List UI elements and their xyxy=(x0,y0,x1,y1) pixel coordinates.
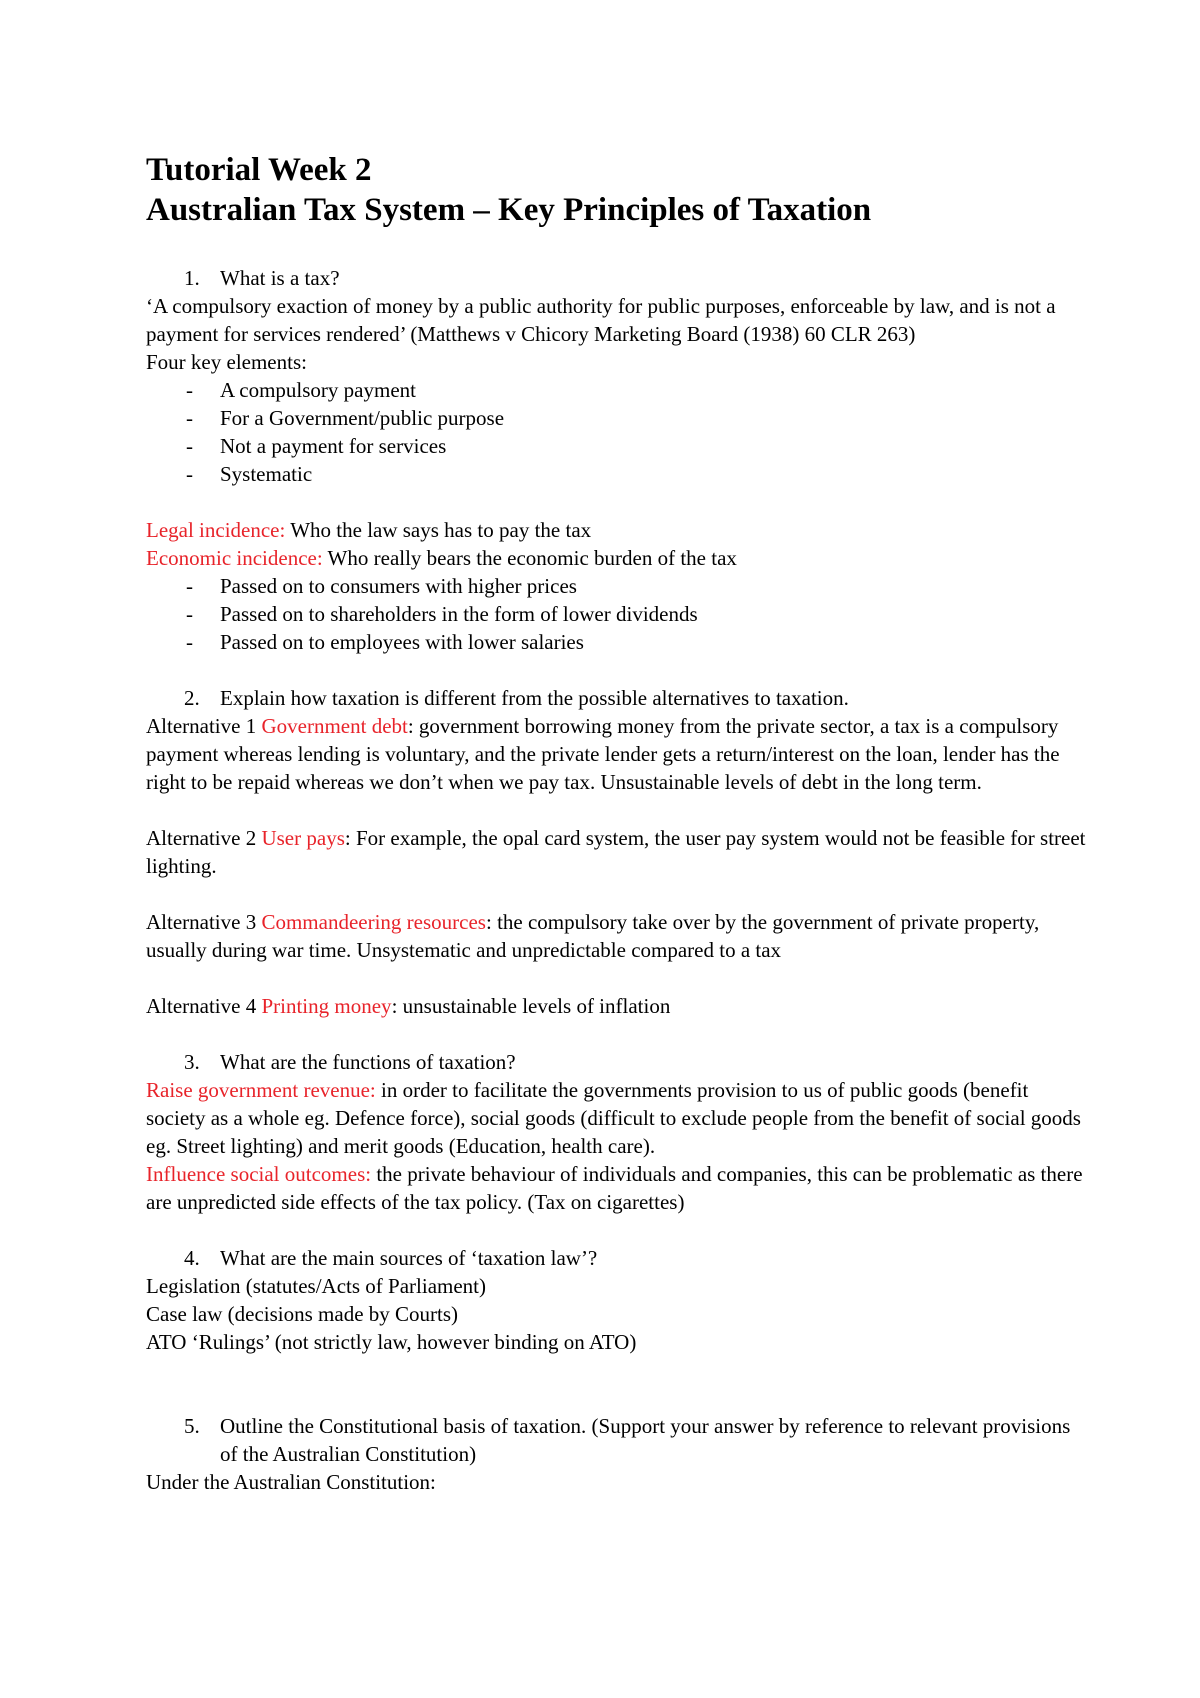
list-item-text: Passed on to employees with lower salaries xyxy=(220,630,584,654)
alternative-prefix: Alternative 2 xyxy=(146,826,262,850)
function-text: the private behaviour of individuals and companies, this can be problematic as there are unpredicted side effects of the tax policy. (Tax on cigarettes) xyxy=(146,1162,1083,1214)
alternative-1 xyxy=(146,712,1086,796)
list-item xyxy=(146,572,1086,600)
alternative-text: : For example, the opal card system, the user pay system would not be feasible for street lighting. xyxy=(146,826,1086,878)
list-item-text: Passed on to consumers with higher prices xyxy=(220,574,577,598)
list-item xyxy=(146,600,1086,628)
dash-bullet: - xyxy=(186,406,193,430)
question-3 xyxy=(146,1048,1086,1076)
list-item xyxy=(146,404,1086,432)
dash-bullet: - xyxy=(186,462,193,486)
function-term: Raise government revenue: xyxy=(146,1078,376,1102)
question-5 xyxy=(146,1412,1086,1468)
alternative-term: Commandeering resources xyxy=(261,910,486,934)
dash-bullet: - xyxy=(186,434,193,458)
question-number: 5. xyxy=(184,1414,200,1438)
list-item-text: Systematic xyxy=(220,462,313,486)
key-elements-list xyxy=(146,376,1086,488)
question-number: 3. xyxy=(184,1050,200,1074)
list-item xyxy=(146,460,1086,488)
alternative-prefix: Alternative 3 xyxy=(146,910,262,934)
legal-incidence-text: Who the law says has to pay the tax xyxy=(285,518,592,542)
legal-incidence-term: Legal incidence: xyxy=(146,518,286,542)
economic-incidence-text: Who really bears the economic burden of the tax xyxy=(322,546,737,570)
list-item xyxy=(146,432,1086,460)
alternative-term: Government debt xyxy=(261,714,408,738)
function-revenue xyxy=(146,1076,1086,1160)
alternative-text: : government borrowing money from the private sector, a tax is a compulsory payment whereas lending is voluntary, and the private lender gets a return/interest on the loan, lender has the right to be repaid whereas we don’t when we pay tax. Unsustainable levels of debt in the long term. xyxy=(146,714,1060,794)
function-term: Influence social outcomes: xyxy=(146,1162,372,1186)
alternative-term: User pays xyxy=(261,826,345,850)
source-line: ATO ‘Rulings’ (not strictly law, however binding on ATO) xyxy=(146,1330,637,1354)
function-social xyxy=(146,1160,1086,1216)
dash-bullet: - xyxy=(186,574,193,598)
question-text: What are the main sources of ‘taxation law’? xyxy=(220,1246,598,1270)
question-number: 2. xyxy=(184,686,200,710)
alternative-3 xyxy=(146,908,1086,964)
elements-heading: Four key elements: xyxy=(146,350,307,374)
question-number: 1. xyxy=(184,266,200,290)
list-item-text: A compulsory payment xyxy=(220,378,416,402)
alternative-2 xyxy=(146,824,1086,880)
alternative-text: : the compulsory take over by the government of private property, usually during war time. Unsystematic and unpredictable compared to a tax xyxy=(146,910,1040,962)
function-text: in order to facilitate the governments provision to us of public goods (benefit society as a whole eg. Defence force), social goods (difficult to exclude people from the benefit of social goods eg. Street lighting) and merit goods (Education, health care). xyxy=(146,1078,1081,1158)
list-item xyxy=(146,376,1086,404)
question-1 xyxy=(146,264,1086,292)
legal-incidence xyxy=(146,516,1086,544)
source-line: Legislation (statutes/Acts of Parliament) xyxy=(146,1274,486,1298)
document-title xyxy=(146,150,1086,230)
question-number: 4. xyxy=(184,1246,200,1270)
question-text: What are the functions of taxation? xyxy=(220,1050,516,1074)
title-line-1: Tutorial Week 2 xyxy=(146,152,372,188)
answer-start: Under the Australian Constitution: xyxy=(146,1470,436,1494)
list-item-text: For a Government/public purpose xyxy=(220,406,505,430)
question-2 xyxy=(146,684,1086,712)
alternative-text: : unsustainable levels of inflation xyxy=(391,994,671,1018)
alternative-term: Printing money xyxy=(261,994,392,1018)
list-item-text: Passed on to shareholders in the form of lower dividends xyxy=(220,602,698,626)
economic-incidence xyxy=(146,544,1086,572)
list-item xyxy=(146,628,1086,656)
question-4 xyxy=(146,1244,1086,1272)
document-page xyxy=(146,150,1086,1496)
list-item-text: Not a payment for services xyxy=(220,434,447,458)
question-text: Explain how taxation is different from the possible alternatives to taxation. xyxy=(220,686,849,710)
economic-incidence-term: Economic incidence: xyxy=(146,546,323,570)
alternative-prefix: Alternative 1 xyxy=(146,714,262,738)
alternative-prefix: Alternative 4 xyxy=(146,994,262,1018)
source-line: Case law (decisions made by Courts) xyxy=(146,1302,459,1326)
economic-incidence-list xyxy=(146,572,1086,656)
dash-bullet: - xyxy=(186,378,193,402)
question-text: Outline the Constitutional basis of taxation. (Support your answer by reference to relevant provisions of the Australian Constitution) xyxy=(220,1414,1071,1466)
alternative-4 xyxy=(146,992,1086,1020)
question-text: What is a tax? xyxy=(220,266,340,290)
tax-definition: ‘A compulsory exaction of money by a public authority for public purposes, enforceable by law, and is not a payment for services rendered’ (Matthews v Chicory Marketing Board (1938) 60 CLR 263) xyxy=(146,294,1056,346)
dash-bullet: - xyxy=(186,630,193,654)
dash-bullet: - xyxy=(186,602,193,626)
title-line-2: Australian Tax System – Key Principles of Taxation xyxy=(146,192,872,228)
